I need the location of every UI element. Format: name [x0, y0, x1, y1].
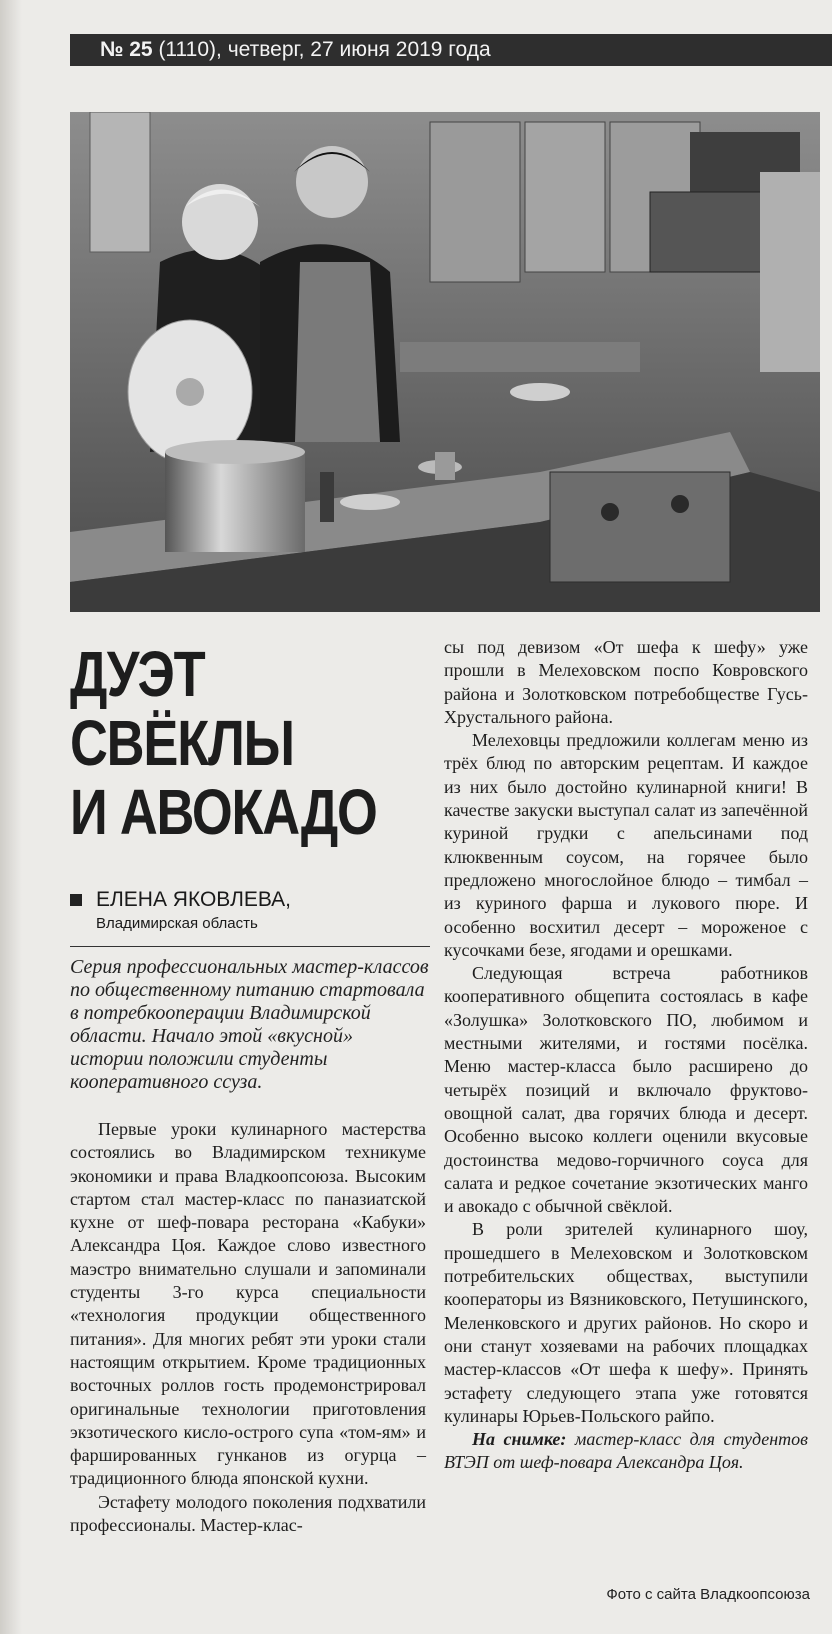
article-photo: [70, 112, 820, 612]
photo-caption: [444, 1428, 808, 1475]
caption-label: На снимке:: [472, 1429, 567, 1450]
page-edge-shadow: [0, 0, 22, 1634]
author-region: Владимирская область: [96, 915, 258, 932]
paragraph-continued: сы под девизом «От шефа к шефу» уже прошли в Мелеховском поспо Ковровского района и Золотковском потребобществе Гусь-Хрустального района.: [444, 637, 808, 727]
byline-square-icon: [70, 894, 82, 906]
paragraph: Следующая встреча работников кооперативного общепита состоялась в кафе «Золушка» Золотковского ПО, любимом и местными жителями, и гостями посёлка. Меню мастер-класса было расширено до четырёх позиций и включало фруктово-овощной салат, два горячих блюда и десерт. Особенно высоко коллеги оценили вкусовые достоинства медово-горчичного соуса для салата и редкое сочетание экзотических манго и авокадо с обычной свёклой.: [444, 963, 808, 1217]
issue-header-bar: [70, 34, 832, 66]
headline-line: ДУЭТ: [70, 638, 205, 710]
lead-text: Серия профессиональных мастер-классов по общественному питанию стартовала в потребкооперации Владимирской области. Начало этой «вкусной» истории положили студенты кооперативного ссуза.: [70, 956, 429, 1093]
issue-date: (1110), четверг, 27 июня 2019 года: [152, 38, 491, 61]
author-name: ЕЛЕНА ЯКОВЛЕВА,: [96, 888, 292, 911]
article-lead: [70, 956, 430, 1094]
photo-credit: Фото с сайта Владкоопсоюза: [606, 1586, 810, 1603]
caption-text: мастер-класс для студентов ВТЭП от шеф-повара Александра Цоя.: [444, 1429, 808, 1473]
text-column-right: [444, 636, 808, 1475]
divider-rule: [70, 946, 430, 947]
paragraph: Мелеховцы предложили коллегам меню из трёх блюд по авторским рецептам. И каждое из них было достойно кулинарной книги! В качестве закуски выступал салат из запечённой куриной грудки с апельсинами под клюквенным соусом, на горячее было предложено многослойное блюдо – тимбал – из куриного фарша и лукового пюре. И особенно восхитил десерт – мороженое с кусочками безе, ягодами и орешками.: [444, 730, 808, 960]
text-column-left: [70, 1118, 426, 1537]
issue-number: № 25: [100, 38, 153, 61]
paragraph: Эстафету молодого поколения подхватили профессионалы. Мастер-клас-: [70, 1491, 426, 1536]
byline: [70, 888, 430, 932]
paragraph: Первые уроки кулинарного мастерства состоялись во Владимирском техникуме экономики и права Владкоопсоюза. Высоким стартом стал мастер-класс по паназиатской кухне от шеф-повара ресторана «Кабуки» Александра Цоя. Каждое слово известного маэстро внимательно слушали и запоминали студенты 3-го курса специальности «технология продукции общественного питания». Для многих ребят эти уроки стали настоящим открытием. Кроме традиционных восточных роллов гость продемонстрировал оригинальные технологии приготовления экзотического кисло-острого супа «том-ям» и фаршированных гунканов из огурца – традиционного блюда японской кухни.: [70, 1119, 426, 1489]
headline-line: СВЁКЛЫ: [70, 707, 294, 779]
article-headline: [70, 640, 382, 847]
headline-line: И АВОКАДО: [70, 776, 377, 848]
paragraph: В роли зрителей кулинарного шоу, прошедшего в Мелеховском и Золотковском потребительских обществах, выступили кооператоры из Вязниковского, Петушинского, Меленковского и других районов. Но скоро и они станут хозяевами на рабочих площадках мастер-классов «От шефа к шефу». Принять эстафету следующего этапа уже готовятся кулинары Юрьев-Польского райпо.: [444, 1219, 808, 1426]
kitchen-photo-illustration: [70, 112, 820, 612]
